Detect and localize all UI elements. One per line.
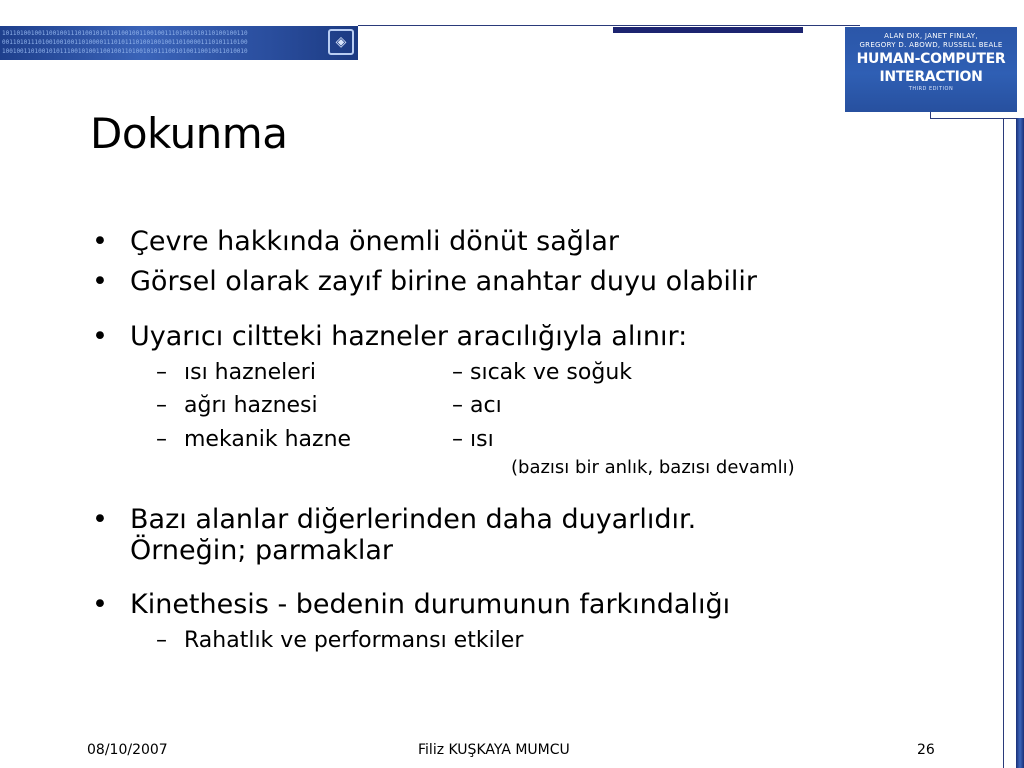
header-divider: [358, 25, 860, 26]
footer-author: Filiz KUŞKAYA MUMCU: [418, 742, 570, 758]
bullet-marker: •: [92, 226, 108, 257]
bullet-text: Bazı alanlar diğerlerinden daha duyarlıdır.: [130, 504, 697, 535]
cover-frame: [930, 118, 1024, 119]
sub-marker: –: [156, 427, 167, 452]
sub-text: Rahatlık ve performansı etkiler: [184, 628, 524, 653]
receptor-name: mekanik hazne: [184, 427, 352, 452]
bullet-text: Uyarıcı ciltteki hazneler aracılığıyla alınır:: [130, 321, 688, 352]
header-accent-bar: [613, 27, 803, 33]
receptor-note: (bazısı bir anlık, bazısı devamlı): [511, 457, 795, 478]
sub-marker: –: [156, 393, 167, 418]
bullet-text: Görsel olarak zayıf birine anahtar duyu olabilir: [130, 266, 757, 297]
receptor-desc: – ısı: [452, 427, 494, 452]
receptor-name: ısı hazneleri: [184, 360, 316, 385]
right-border-line: [1003, 118, 1004, 768]
binary-banner: [0, 26, 358, 60]
sub-marker: –: [156, 628, 167, 653]
emblem-icon: ◈: [328, 29, 354, 55]
bullet-marker: •: [92, 589, 108, 620]
right-border-rail: [1016, 118, 1024, 768]
bullet-marker: •: [92, 266, 108, 297]
bullet-text: Kinethesis - bedenin durumunun farkındalığı: [130, 589, 731, 620]
footer-date: 08/10/2007: [87, 742, 168, 758]
footer-page-number: 26: [917, 742, 935, 758]
book-cover-logo: ALAN DIX, JANET FINLAY, GREGORY D. ABOWD, RUSSELL BEALE HUMAN-COMPUTER INTERACTION THIRD EDITION: [845, 27, 1017, 112]
bullet-text: Örneğin; parmaklar: [130, 535, 393, 566]
sub-marker: –: [156, 360, 167, 385]
bullet-marker: •: [92, 321, 108, 352]
receptor-desc: – sıcak ve soğuk: [452, 360, 632, 385]
bullet-text: Çevre hakkında önemli dönüt sağlar: [130, 226, 620, 257]
receptor-desc: – acı: [452, 393, 502, 418]
receptor-name: ağrı haznesi: [184, 393, 318, 418]
bullet-marker: •: [92, 504, 108, 535]
slide-title: Dokunma: [90, 109, 288, 158]
binary-pattern: 10110100100110010011101001010110100100110010011101001010110100100110 00110101110100100100110100001110101110100100100110100001110101110100 10010011010010101110010100110010011010010101110010100110010011010010: [2, 30, 248, 55]
